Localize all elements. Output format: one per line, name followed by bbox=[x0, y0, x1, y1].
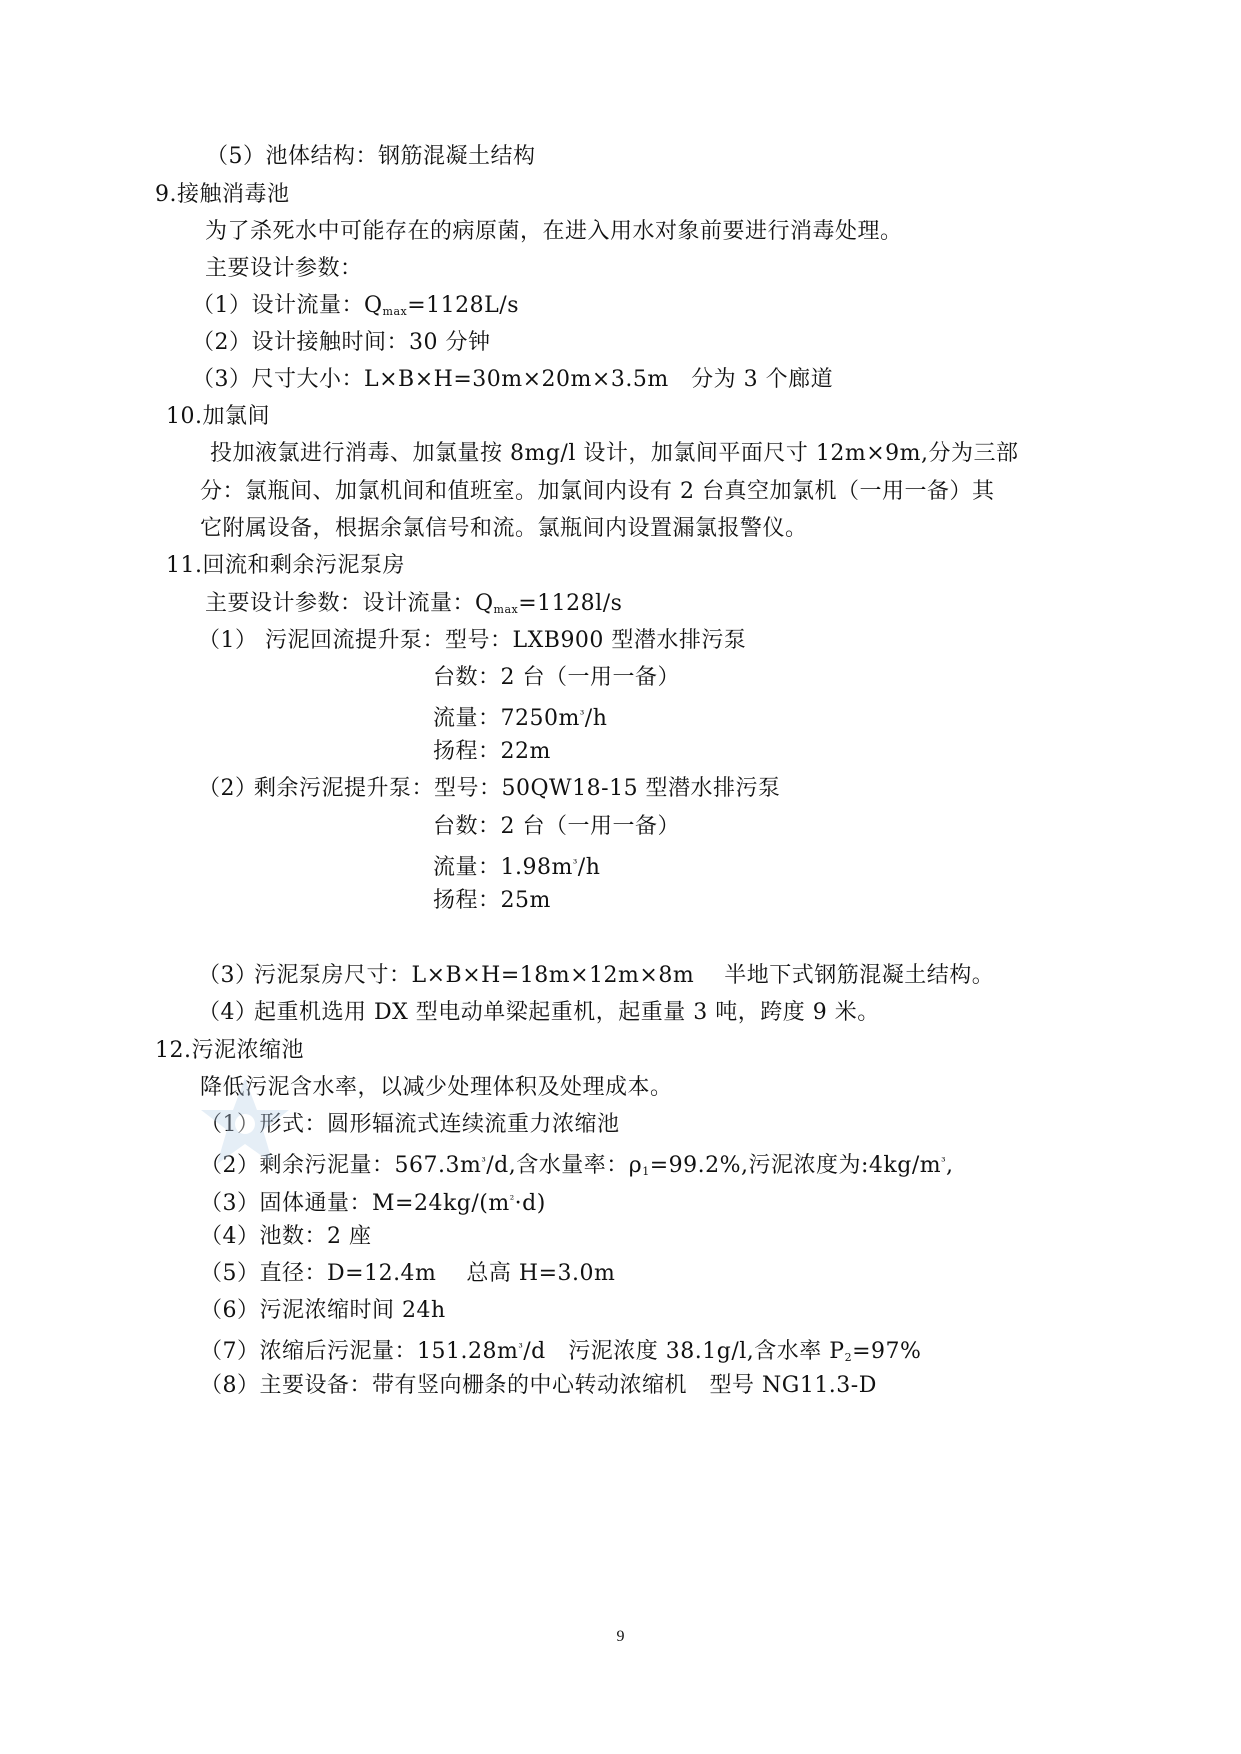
text-line: 主要设计参数： bbox=[205, 256, 363, 281]
text-line: 污泥回流提升泵：型号：LXB900 型潜水排污泵 bbox=[265, 628, 747, 653]
text-line: 流量：$7250m^{^3}/h$ bbox=[433, 706, 608, 731]
section-heading: 12.污泥浓缩池 bbox=[155, 1038, 304, 1063]
item-number: （3） bbox=[198, 963, 258, 988]
text-line: 投加液氯进行消毒、加氯量按 8mg/l 设计，加氯间平面尺寸 12m×9m,分为三部 bbox=[210, 441, 1019, 466]
text-line: （6）污泥浓缩时间 24h bbox=[200, 1298, 446, 1323]
text-line: （3）尺寸大小：L×B×H=30m×20m×3.5m 分为 3 个廊道 bbox=[192, 367, 834, 392]
text-line: （5）池体结构：钢筋混凝土结构 bbox=[206, 144, 536, 169]
watermark-logo bbox=[195, 1072, 295, 1172]
text-line: （2）剩余污泥量：$567.3m^{^3}/d$,含水量率：$\rho_1=99.2\%$,污泥浓度为$:4kg/m^{^3}$, bbox=[200, 1153, 954, 1178]
text-line: 分：氯瓶间、加氯机间和值班室。加氯间内设有 2 台真空加氯机（一用一备）其 bbox=[200, 479, 995, 504]
item-number: （1） bbox=[198, 628, 258, 653]
text-line: （7）浓缩后污泥量：$151.28m^{^3}/d$ 污泥浓度 38.1g/l,含水率 $P_2=97\%$ bbox=[200, 1339, 922, 1364]
text-line: 降低污泥含水率，以减少处理体积及处理成本。 bbox=[200, 1075, 673, 1100]
section-heading: 11.回流和剩余污泥泵房 bbox=[166, 553, 405, 578]
section-heading: 10.加氯间 bbox=[166, 404, 270, 429]
text-line: 为了杀死水中可能存在的病原菌，在进入用水对象前要进行消毒处理。 bbox=[205, 219, 903, 244]
watermark-center bbox=[235, 1114, 255, 1134]
text-line: 流量：$1.98m^{^3}/h$ bbox=[433, 855, 601, 880]
text-line: （1）设计流量：$Q_{max}=1128L/s$ bbox=[192, 293, 519, 318]
text-line: （8）主要设备：带有竖向栅条的中心转动浓缩机 型号 NG11.3-D bbox=[200, 1373, 877, 1398]
item-number: （4） bbox=[198, 1000, 258, 1025]
text-line: 起重机选用 DX 型电动单梁起重机，起重量 3 吨，跨度 9 米。 bbox=[254, 1000, 880, 1025]
text-line: （5）直径：D=12.4m 总高 H=3.0m bbox=[200, 1261, 616, 1286]
text-line: 主要设计参数：设计流量：$Q_{max}=1128l/s$ bbox=[205, 591, 623, 616]
section-heading: 9.接触消毒池 bbox=[155, 182, 290, 207]
text-line: 扬程：25m bbox=[433, 888, 551, 913]
text-line: 它附属设备，根据余氯信号和流。氯瓶间内设置漏氯报警仪。 bbox=[200, 516, 808, 541]
text-line: 污泥泵房尺寸：L×B×H=18m×12m×8m 半地下式钢筋混凝土结构。 bbox=[254, 963, 995, 988]
text-line: 剩余污泥提升泵：型号：50QW18-15 型潜水排污泵 bbox=[254, 776, 781, 801]
text-line: （1）形式：圆形辐流式连续流重力浓缩池 bbox=[200, 1112, 620, 1137]
text-line: （4）池数：2 座 bbox=[200, 1224, 372, 1249]
text-line: 扬程：22m bbox=[433, 739, 551, 764]
page-number: 9 bbox=[616, 1628, 625, 1645]
text-line: （2）设计接触时间：30 分钟 bbox=[192, 330, 491, 355]
text-line: （3）固体通量：$M=24kg/(m^{^2}\cdot d)$ bbox=[200, 1191, 546, 1216]
text-line: 台数：2 台（一用一备） bbox=[433, 814, 680, 839]
text-line: 台数：2 台（一用一备） bbox=[433, 665, 680, 690]
item-number: （2） bbox=[198, 776, 258, 801]
